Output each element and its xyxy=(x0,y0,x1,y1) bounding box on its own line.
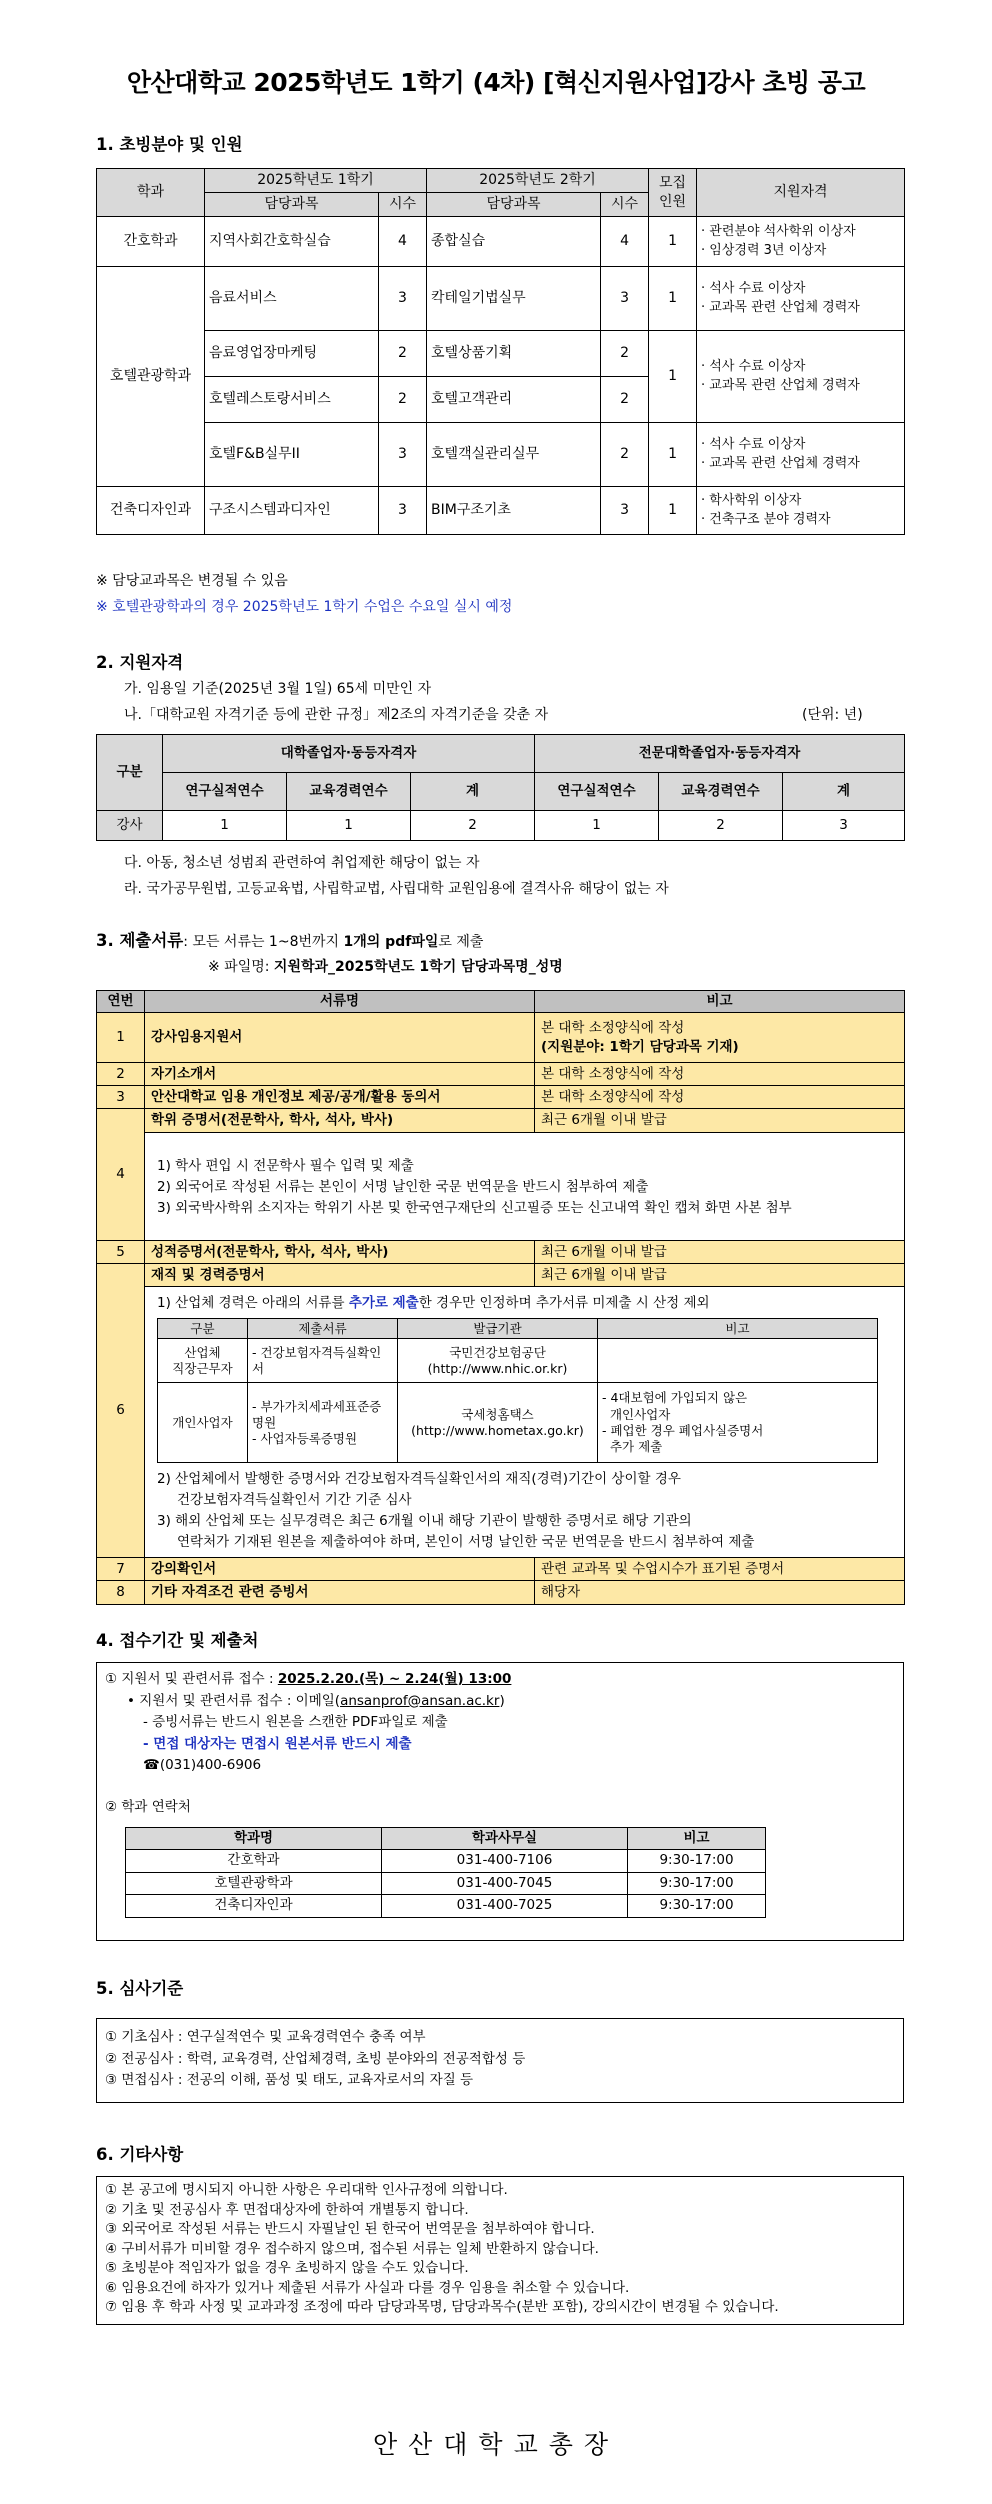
value-cell: 2 xyxy=(659,811,783,841)
doc-note: 해당자 xyxy=(535,1581,905,1604)
inner-row xyxy=(158,1383,878,1463)
hours-cell: 4 xyxy=(379,217,427,267)
inner-cell: 개인사업자 xyxy=(158,1383,248,1463)
inner-header: 제출서류 xyxy=(248,1319,398,1339)
phone-number: ☎(031)400-6906 xyxy=(143,1757,262,1774)
header-hours-1: 시수 xyxy=(379,193,427,217)
page-title: 안산대학교 2025학년도 1학기 (4차) [혁신지원사업]강사 초빙 공고 xyxy=(126,68,866,97)
section-3-pdf: 1개의 pdf파일 xyxy=(343,934,439,950)
qual-da: 다. 아동, 청소년 성범죄 관련하여 취업제한 해당이 없는 자 xyxy=(124,855,480,871)
review-item: ① 기초심사 : 연구실적연수 및 교육경력연수 충족 여부 xyxy=(105,2029,426,2045)
header-hours-2: 시수 xyxy=(601,193,649,217)
course-cell: 종합실습 xyxy=(427,217,601,267)
header-recruit: 모집 인원 xyxy=(649,169,697,217)
detail-text: 1) 산업체 경력은 아래의 서류를 xyxy=(157,1295,349,1312)
qual-line: · 석사 수료 이상자 xyxy=(701,359,806,375)
course-cell: 호텔객실관리실무 xyxy=(427,423,601,487)
president-signature: 안산대학교총장 xyxy=(372,2430,620,2459)
value-cell: 1 xyxy=(535,811,659,841)
misc-item: ⑤ 초빙분야 적임자가 없을 경우 초빙하지 않을 수도 있습니다. xyxy=(105,2260,469,2277)
doc-name: 학위 증명서(전문학사, 학사, 석사, 박사) xyxy=(145,1109,535,1132)
doc-name: 강사임용지원서 xyxy=(145,1013,535,1063)
dept-cell: 간호학과 xyxy=(97,217,205,267)
dept-cell: 건축디자인과 xyxy=(97,487,205,535)
header-teach: 교육경력연수 xyxy=(659,773,783,811)
detail-line: 2) 외국어로 작성된 서류는 본인이 서명 날인한 국문 번역문을 반드시 첨부하여 제출 xyxy=(157,1178,649,1195)
qual-cell xyxy=(697,267,905,331)
header-total: 계 xyxy=(411,773,535,811)
row-number: 1 xyxy=(97,1013,145,1063)
hours-cell: 2 xyxy=(601,423,649,487)
misc-item: ③ 외국어로 작성된 서류는 반드시 자필날인 된 한국어 번역문을 첨부하여야 합니다. xyxy=(105,2221,595,2238)
hours-cell: 3 xyxy=(601,267,649,331)
doc-note xyxy=(535,1013,905,1063)
header-no: 연번 xyxy=(97,991,145,1013)
value-cell: 1 xyxy=(163,811,287,841)
application-box xyxy=(96,1662,904,1941)
review-box xyxy=(96,2018,904,2103)
header-total: 계 xyxy=(783,773,905,811)
inner-row xyxy=(158,1339,878,1383)
misc-item: ⑦ 임용 후 학과 사정 및 교과과정 조정에 따라 담당과목명, 담당과목수(분반 포함), 강의시간이 변경될 수 있습니다. xyxy=(105,2299,779,2316)
doc-note-line: 본 대학 소정양식에 작성 xyxy=(541,1020,685,1037)
table-row xyxy=(97,1240,905,1263)
doc-name: 강의확인서 xyxy=(145,1558,535,1581)
phone-cell: 031-400-7106 xyxy=(382,1850,628,1873)
course-cell: 구조시스템과디자인 xyxy=(205,487,379,535)
table-row xyxy=(97,331,905,377)
row-number: 5 xyxy=(97,1240,145,1263)
submission-label: ① 지원서 및 관련서류 접수 : xyxy=(105,1671,278,1687)
section-3-title: 3. 제출서류 xyxy=(96,931,184,950)
header-teach: 교육경력연수 xyxy=(287,773,411,811)
qual-line: · 석사 수료 이상자 xyxy=(701,281,806,297)
review-item: ② 전공심사 : 학력, 교육경력, 산업체경력, 초빙 분야와의 전공적합성 등 xyxy=(105,2050,526,2067)
detail-line: 2) 산업체에서 발행한 증명서와 건강보험자격득실확인서의 재직(경력)기간이 상이할 경우 xyxy=(157,1471,681,1488)
row-number: 6 xyxy=(97,1263,145,1557)
inner-cell: - 건강보험자격득실확인서 xyxy=(248,1339,398,1383)
email-link[interactable]: ansanprof@ansan.ac.kr xyxy=(340,1692,500,1709)
email-label: • 지원서 및 관련서류 접수 : 이메일( xyxy=(127,1692,341,1709)
header-course-2: 담당과목 xyxy=(427,193,601,217)
section-3-heading xyxy=(96,930,483,952)
header-dept: 학과 xyxy=(97,169,205,217)
detail-line: 1) 학사 편입 시 전문학사 필수 입력 및 제출 xyxy=(157,1157,414,1174)
table-row xyxy=(97,1581,905,1604)
value-cell: 2 xyxy=(411,811,535,841)
detail-line xyxy=(157,1293,896,1314)
submission-dates: 2025.2.20.(목) ~ 2.24(월) 13:00 xyxy=(277,1671,512,1687)
course-cell: 음료영업장마케팅 xyxy=(205,331,379,377)
detail-line: 건강보험자격득실확인서 기간 기준 심사 xyxy=(177,1492,412,1509)
header-grad: 대학졸업자·동등자격자 xyxy=(163,735,535,773)
qual-line: · 관련분야 석사학위 이상자 xyxy=(701,224,856,240)
table-row xyxy=(97,423,905,487)
note-hotel-schedule: ※ 호텔관광학과의 경우 2025학년도 1학기 수업은 수요일 실시 예정 xyxy=(96,599,513,615)
submission-period xyxy=(105,1669,895,1691)
table-row xyxy=(97,1263,905,1286)
qual-line: · 학사학위 이상자 xyxy=(701,493,802,509)
filename-format: 지원학과_2025학년도 1학기 담당과목명_성명 xyxy=(273,959,563,975)
header-sem1: 2025학년도 1학기 xyxy=(205,169,427,193)
course-cell: 호텔고객관리 xyxy=(427,377,601,423)
table-row xyxy=(97,267,905,331)
recruit-cell: 1 xyxy=(649,487,697,535)
section-1-heading: 1. 초빙분야 및 인원 xyxy=(96,135,243,154)
qual-ga: 가. 임용일 기준(2025년 3월 1일) 65세 미만인 자 xyxy=(124,681,432,697)
table-row xyxy=(97,1287,905,1558)
industry-docs-table xyxy=(157,1318,878,1463)
inner-cell: - 부가가치세과세표준증명원 - 사업자등록증명원 xyxy=(248,1383,398,1463)
section-2-heading: 2. 지원자격 xyxy=(96,653,184,672)
misc-item: ② 기초 및 전공심사 후 면접대상자에 한하여 개별통지 합니다. xyxy=(105,2201,469,2218)
inner-cell-link[interactable]: 국민건강보험공단 (http://www.nhic.or.kr) xyxy=(398,1339,598,1383)
recruit-cell: 1 xyxy=(649,331,697,423)
interview-note: - 면접 대상자는 면접시 원본서류 반드시 제출 xyxy=(143,1735,412,1752)
qual-line: · 교과목 관련 산업체 경력자 xyxy=(701,455,860,471)
qual-cell xyxy=(697,423,905,487)
recruit-cell: 1 xyxy=(649,423,697,487)
table-row xyxy=(126,1872,766,1895)
detail-text: 한 경우만 인정하며 추가서류 미제출 시 산정 제외 xyxy=(418,1295,710,1312)
doc-name: 안산대학교 임용 개인정보 제공/공개/활용 동의서 xyxy=(145,1086,535,1109)
detail-line: 연락처가 기재된 원본을 제출하여야 하며, 본인이 서명 날인한 국문 번역문을 반드시 첨부하여 제출 xyxy=(177,1534,755,1551)
detail-line: 3) 해외 산업체 또는 실무경력은 최근 6개월 이내 해당 기관이 발행한 증명서로 해당 기관의 xyxy=(157,1513,692,1530)
qual-na: 나.「대학교원 자격기준 등에 관한 규정」제2조의 자격기준을 갖춘 자 xyxy=(124,707,549,723)
header-course-1: 담당과목 xyxy=(205,193,379,217)
dept-cell: 간호학과 xyxy=(126,1850,382,1873)
table-row xyxy=(97,1063,905,1086)
filename-label: ※ 파일명: xyxy=(208,959,274,975)
misc-item: ① 본 공고에 명시되지 아니한 사항은 우리대학 인사규정에 의합니다. xyxy=(105,2182,508,2198)
qual-cell xyxy=(697,331,905,423)
unit-label: (단위: 년) xyxy=(802,707,863,723)
inner-header: 발급기관 xyxy=(398,1319,598,1339)
hours-cell: 9:30-17:00 xyxy=(628,1872,766,1895)
section-5-heading: 5. 심사기준 xyxy=(96,1979,184,1998)
doc-note: 최근 6개월 이내 발급 xyxy=(535,1263,905,1286)
table-row xyxy=(97,1013,905,1063)
misc-box xyxy=(96,2176,904,2325)
doc-note: 최근 6개월 이내 발급 xyxy=(535,1240,905,1263)
value-cell: 3 xyxy=(783,811,905,841)
row-number: 4 xyxy=(97,1109,145,1240)
course-cell: BIM구조기초 xyxy=(427,487,601,535)
recruit-cell: 1 xyxy=(649,217,697,267)
doc-detail xyxy=(145,1287,905,1558)
doc-name: 기타 자격조건 관련 증빙서 xyxy=(145,1581,535,1604)
row-label: 강사 xyxy=(97,811,163,841)
qual-cell xyxy=(697,487,905,535)
email-label-end: ) xyxy=(499,1692,505,1709)
qual-line: · 교과목 관련 산업체 경력자 xyxy=(701,377,860,393)
header-qual: 지원자격 xyxy=(697,169,905,217)
hours-cell: 3 xyxy=(601,487,649,535)
documents-table xyxy=(96,990,905,1605)
inner-cell: - 4대보험에 가입되지 않은 개인사업자 - 폐업한 경우 폐업사실증명서 추가 제출 xyxy=(598,1383,878,1463)
review-item: ③ 면접심사 : 전공의 이해, 품성 및 태도, 교육자로서의 자질 등 xyxy=(105,2072,474,2089)
phone-cell: 031-400-7045 xyxy=(382,1872,628,1895)
header-gubun: 구분 xyxy=(97,735,163,811)
filename-note xyxy=(208,958,563,977)
hours-cell: 9:30-17:00 xyxy=(628,1895,766,1918)
inner-cell-link[interactable]: 국세청홈택스 (http://www.hometax.go.kr) xyxy=(398,1383,598,1463)
section-4-heading: 4. 접수기간 및 제출처 xyxy=(96,1631,259,1650)
note-course-change: ※ 담당교과목은 변경될 수 있음 xyxy=(96,573,288,589)
row-number: 3 xyxy=(97,1086,145,1109)
header-sem2: 2025학년도 2학기 xyxy=(427,169,649,193)
header-dept-name: 학과명 xyxy=(126,1827,382,1850)
detail-line: 3) 외국박사학위 소지자는 학위기 사본 및 한국연구재단의 신고필증 또는 신고내역 확인 캡쳐 화면 사본 첨부 xyxy=(157,1199,792,1216)
detail-highlight: 추가로 제출 xyxy=(348,1295,419,1312)
doc-note: 최근 6개월 이내 발급 xyxy=(535,1109,905,1132)
header-junior-college: 전문대학졸업자·동등자격자 xyxy=(535,735,905,773)
table-row xyxy=(97,811,905,841)
qual-line: · 건축구조 분야 경력자 xyxy=(701,511,831,527)
value-cell: 1 xyxy=(287,811,411,841)
section-3-desc-end: 로 제출 xyxy=(438,934,484,950)
course-cell: 칵테일기법실무 xyxy=(427,267,601,331)
header-note: 비고 xyxy=(628,1827,766,1850)
table-row xyxy=(97,217,905,267)
course-cell: 호텔상품기획 xyxy=(427,331,601,377)
contact-table xyxy=(125,1827,766,1918)
table-row xyxy=(97,1558,905,1581)
table-row xyxy=(97,1086,905,1109)
header-doc: 서류명 xyxy=(145,991,535,1013)
scan-note: - 증빙서류는 반드시 원본을 스캔한 PDF파일로 제출 xyxy=(143,1714,448,1731)
contact-heading: ② 학과 연락처 xyxy=(105,1798,191,1815)
inner-header: 구분 xyxy=(158,1319,248,1339)
qualification-table xyxy=(96,734,905,841)
table-row xyxy=(126,1850,766,1873)
inner-cell: 산업체 직장근무자 xyxy=(158,1339,248,1383)
misc-item: ④ 구비서류가 미비할 경우 접수하지 않으며, 접수된 서류는 일체 반환하지 않습니다. xyxy=(105,2240,599,2257)
doc-note: 본 대학 소정양식에 작성 xyxy=(535,1063,905,1086)
hours-cell: 2 xyxy=(379,331,427,377)
dept-cell: 건축디자인과 xyxy=(126,1895,382,1918)
qual-line: · 석사 수료 이상자 xyxy=(701,437,806,453)
dept-cell: 호텔관광학과 xyxy=(97,267,205,487)
doc-name: 재직 및 경력증명서 xyxy=(145,1263,535,1286)
course-cell: 호텔F&B실무II xyxy=(205,423,379,487)
submission-email-line xyxy=(105,1691,895,1713)
doc-detail xyxy=(145,1132,905,1240)
hours-cell: 2 xyxy=(379,377,427,423)
table-row xyxy=(97,487,905,535)
section-3-desc: : 모든 서류는 1~8번까지 xyxy=(183,934,344,950)
hours-cell: 3 xyxy=(379,487,427,535)
misc-item: ⑥ 임용요건에 하자가 있거나 제출된 서류가 사실과 다를 경우 임용을 취소할 수 있습니다. xyxy=(105,2279,630,2296)
course-cell: 호텔레스토랑서비스 xyxy=(205,377,379,423)
hours-cell: 9:30-17:00 xyxy=(628,1850,766,1873)
phone-cell: 031-400-7025 xyxy=(382,1895,628,1918)
header-note: 비고 xyxy=(535,991,905,1013)
hours-cell: 2 xyxy=(601,377,649,423)
doc-note-line: (지원분야: 1학기 담당과목 기재) xyxy=(541,1038,739,1055)
hours-cell: 4 xyxy=(601,217,649,267)
qual-ra: 라. 국가공무원법, 고등교육법, 사립학교법, 사립대학 교원임용에 결격사유 해당이 없는 자 xyxy=(124,881,669,897)
header-research: 연구실적연수 xyxy=(535,773,659,811)
course-cell: 음료서비스 xyxy=(205,267,379,331)
recruitment-table xyxy=(96,168,905,535)
inner-cell xyxy=(598,1339,878,1383)
row-number: 8 xyxy=(97,1581,145,1604)
doc-note: 본 대학 소정양식에 작성 xyxy=(535,1086,905,1109)
table-row xyxy=(97,1109,905,1132)
qual-line: · 교과목 관련 산업체 경력자 xyxy=(701,299,860,315)
hours-cell: 3 xyxy=(379,423,427,487)
table-row xyxy=(97,1132,905,1240)
row-number: 2 xyxy=(97,1063,145,1086)
inner-header: 비고 xyxy=(598,1319,878,1339)
course-cell: 지역사회간호학실습 xyxy=(205,217,379,267)
row-number: 7 xyxy=(97,1558,145,1581)
doc-name: 자기소개서 xyxy=(145,1063,535,1086)
dept-cell: 호텔관광학과 xyxy=(126,1872,382,1895)
recruit-cell: 1 xyxy=(649,267,697,331)
doc-name: 성적증명서(전문학사, 학사, 석사, 박사) xyxy=(145,1240,535,1263)
hours-cell: 2 xyxy=(601,331,649,377)
table-row xyxy=(126,1895,766,1918)
qual-line: · 임상경력 3년 이상자 xyxy=(701,242,827,258)
header-research: 연구실적연수 xyxy=(163,773,287,811)
hours-cell: 3 xyxy=(379,267,427,331)
section-6-heading: 6. 기타사항 xyxy=(96,2145,184,2164)
header-office: 학과사무실 xyxy=(382,1827,628,1850)
qual-cell xyxy=(697,217,905,267)
doc-note: 관련 교과목 및 수업시수가 표기된 증명서 xyxy=(535,1558,905,1581)
